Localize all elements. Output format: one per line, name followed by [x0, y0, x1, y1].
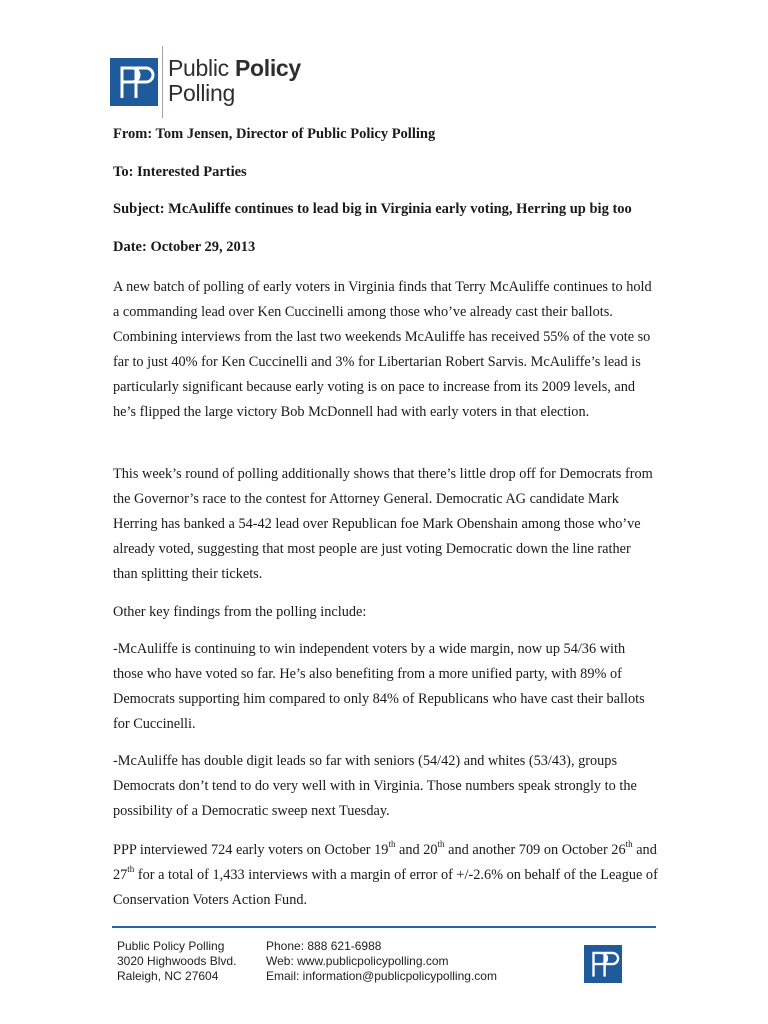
footer-org: Public Policy Polling [117, 939, 225, 953]
memo-to: To: Interested Parties [113, 164, 247, 180]
memo-date: Date: October 29, 2013 [113, 239, 256, 255]
footer-address [117, 939, 236, 984]
paragraph-2: This week’s round of polling additionally shows that there’s little drop off for Democrats from the Governor’s race to the contest for Attorney General. Democratic AG candidate Mark Herring has banked a 54-42 lead over Republican foe Mark Obenshain among those who’ve already voted, suggesting that most people are just voting Democratic down the line rather than splitting their tickets. [113, 466, 653, 582]
logo-text-policy: Policy [234, 55, 301, 81]
footer-divider [112, 926, 656, 928]
paragraph-4: -McAuliffe is continuing to win independent voters by a wide margin, now up 54/36 with those who have voted so far. He’s also benefiting from a more unified party, with 89% of Democrats supporting him compared to only 84% of Republicans who have cast their ballots for Cuccinelli. [113, 641, 645, 732]
ppp-logo-mark-icon [110, 58, 158, 106]
footer-phone: Phone: 888 621-6988 [266, 939, 382, 953]
ppp-logo [110, 46, 301, 118]
logo-wordmark [168, 56, 301, 106]
paragraph-1: A new batch of polling of early voters in Virginia finds that Terry McAuliffe continues to hold a commanding lead over Ken Cuccinelli among those who’ve already cast their ballots. Combining interviews from the last two weekends McAuliffe has received 55% of the vote so far to just 40% for Ken Cuccinelli and 3% for Libertarian Robert Sarvis. McAuliffe’s lead is particularly significant because early voting is on pace to increase from its 2009 levels, and he’s flipped the large victory Bob McDonnell had with early voters in that election. [113, 279, 652, 420]
footer-logo-icon [584, 945, 622, 983]
paragraph-5: -McAuliffe has double digit leads so far with seniors (54/42) and whites (53/43), groups Democrats don’t tend to do very well with in Virginia. Those numbers speak strongly to the possibility of a Democratic sweep next Tuesday. [113, 753, 637, 819]
logo-text-polling: Polling [168, 80, 235, 106]
paragraph-6: PPP interviewed 724 early voters on October 19th and 20th and another 709 on October 26th and 27th for a total of 1,433 interviews with a margin of error of +/-2.6% on behalf of the League of Conservation Voters Action Fund. [113, 839, 658, 908]
memo-from: From: Tom Jensen, Director of Public Policy Polling [113, 126, 436, 142]
footer-address-line2: Raleigh, NC 27604 [117, 969, 219, 983]
logo-text-public: Public [168, 55, 235, 81]
memo-subject: Subject: McAuliffe continues to lead big in Virginia early voting, Herring up big too [113, 201, 632, 217]
footer-web: Web: www.publicpolicypolling.com [266, 954, 449, 968]
paragraph-3: Other key findings from the polling include: [113, 604, 367, 620]
footer-email: Email: information@publicpolicypolling.com [266, 969, 497, 983]
footer-address-line1: 3020 Highwoods Blvd. [117, 954, 237, 968]
logo-divider [162, 46, 163, 118]
footer-contact [266, 939, 497, 984]
